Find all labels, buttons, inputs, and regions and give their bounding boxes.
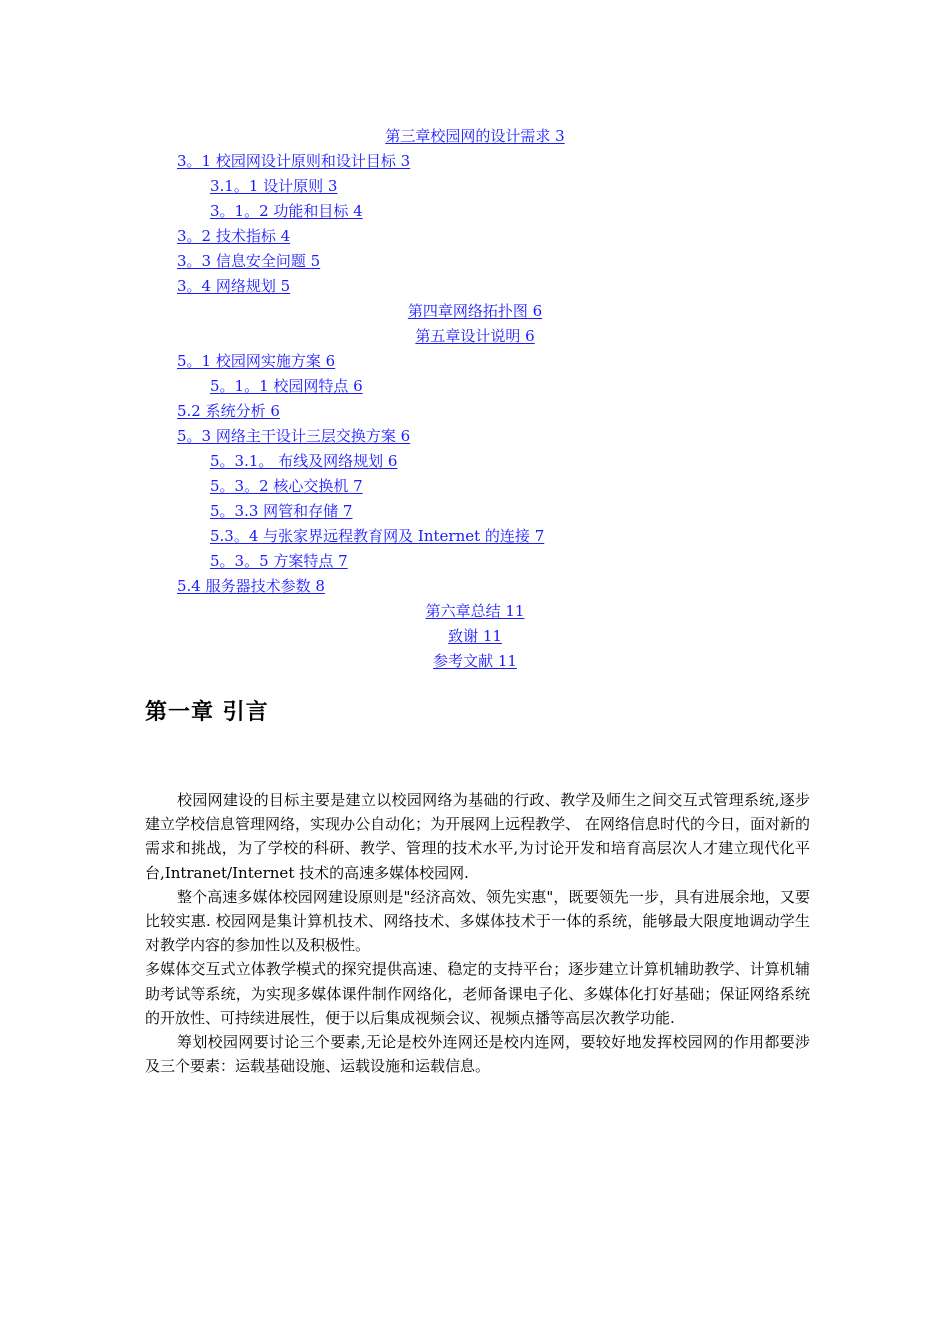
toc-link[interactable]: 5。3.1。 布线及网络规划 6 (210, 452, 398, 470)
toc-link[interactable]: 第六章总结 11 (425, 602, 525, 620)
chapter-heading: 第一章 引言 (145, 700, 269, 725)
toc-item (0, 649, 950, 674)
toc-link[interactable]: 3.1。1 设计原则 3 (210, 177, 338, 195)
toc-item (0, 149, 950, 174)
paragraph: 多媒体交互式立体教学模式的探究提供高速、稳定的支持平台；逐步建立计算机辅助教学、计算机辅助考试等系统，为实现多媒体课件制作网络化，老师备课电子化、多媒体化打好基础；保证网络系统的开放性、可持续进展性，便于以后集成视频会议、视频点播等高层次教学功能. (145, 960, 810, 1027)
toc-item (0, 174, 950, 199)
toc-link[interactable]: 5。1 校园网实施方案 6 (177, 352, 336, 370)
toc-item (0, 574, 950, 599)
toc-link[interactable]: 5。1。1 校园网特点 6 (210, 377, 363, 395)
toc-item (0, 424, 950, 449)
toc-item (0, 549, 950, 574)
toc-item (0, 324, 950, 349)
toc-link[interactable]: 5.4 服务器技术参数 8 (177, 577, 325, 595)
toc-item (0, 199, 950, 224)
toc-item (0, 399, 950, 424)
toc-link[interactable]: 5.2 系统分析 6 (177, 402, 280, 420)
toc-link[interactable]: 3。3 信息安全问题 5 (177, 252, 321, 270)
toc-link[interactable]: 致谢 11 (448, 627, 502, 645)
toc-item (0, 299, 950, 324)
toc-item (0, 249, 950, 274)
paragraph: 整个高速多媒体校园网建设原则是"经济高效、领先实惠"，既要领先一步，具有进展余地，又要比较实惠. 校园网是集计算机技术、网络技术、多媒体技术于一体的系统，能够最大限度地调动学生对教学内容的参加性以及积极性。 (145, 887, 810, 955)
toc-link[interactable]: 5.3。4 与张家界远程教育网及 Internet 的连接 7 (210, 527, 545, 545)
toc-item (0, 499, 950, 524)
toc-link[interactable]: 第五章设计说明 6 (415, 327, 535, 345)
toc-link[interactable]: 5。3.3 网管和存储 7 (210, 502, 353, 520)
toc-item (0, 599, 950, 624)
toc-link[interactable]: 5。3。2 核心交换机 7 (210, 477, 363, 495)
toc-item (0, 474, 950, 499)
table-of-contents (0, 124, 950, 674)
toc-link[interactable]: 3。1 校园网设计原则和设计目标 3 (177, 152, 411, 170)
toc-item (0, 524, 950, 549)
toc-link[interactable]: 5。3。5 方案特点 7 (210, 552, 348, 570)
toc-item (0, 374, 950, 399)
paragraph: 校园网建设的目标主要是建立以校园网络为基础的行政、教学及师生之间交互式管理系统,逐步建立学校信息管理网络，实现办公自动化；为开展网上远程教学、 在网络信息时代的今日，面对新的需求和挑战，为了学校的科研、教学、管理的技术水平,为讨论开发和培育高层次人才建立现代化平台,Intranet/Internet 技术的高速多媒体校园网. (145, 791, 810, 882)
toc-link[interactable]: 第四章网络拓扑图 6 (407, 302, 543, 320)
toc-item (0, 449, 950, 474)
toc-item (0, 274, 950, 299)
toc-link[interactable]: 3。1。2 功能和目标 4 (210, 202, 363, 220)
toc-item (0, 624, 950, 649)
toc-link[interactable]: 参考文献 11 (433, 652, 517, 670)
toc-link[interactable]: 3。2 技术指标 4 (177, 227, 291, 245)
paragraph: 筹划校园网要讨论三个要素,无论是校外连网还是校内连网，要较好地发挥校园网的作用都要涉及三个要素：运载基础设施、运载设施和运载信息。 (145, 1033, 810, 1076)
toc-link[interactable]: 3。4 网络规划 5 (177, 277, 291, 295)
toc-link[interactable]: 5。3 网络主干设计三层交换方案 6 (177, 427, 411, 445)
toc-item (0, 224, 950, 249)
toc-item (0, 349, 950, 374)
toc-item (0, 124, 950, 149)
toc-link[interactable]: 第三章校园网的设计需求 3 (385, 127, 565, 145)
body-text (145, 788, 810, 1078)
